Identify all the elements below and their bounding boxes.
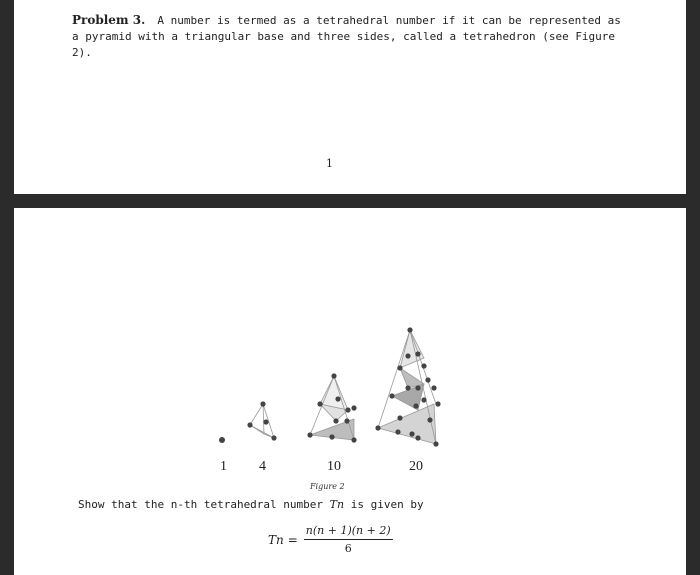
- problem-statement: [72, 12, 632, 61]
- tetra-4: [250, 404, 274, 438]
- show-math: Tn: [329, 498, 345, 511]
- formula: [268, 524, 393, 555]
- formula-denominator: 6: [344, 542, 352, 555]
- figure-label: 20: [409, 459, 423, 474]
- show-text-before: Show that the n-th tetrahedral number: [78, 498, 324, 511]
- fraction-bar: [304, 539, 393, 540]
- tetra-4-dots: [247, 401, 276, 440]
- figure-label: 10: [327, 459, 341, 474]
- formula-numerator: n(n + 1)(n + 2): [305, 524, 391, 537]
- formula-fraction: [304, 524, 393, 555]
- figure-label: 1: [220, 459, 227, 474]
- formula-lhs: Tn: [268, 532, 284, 547]
- page-2: [14, 208, 686, 575]
- tetra-1-dot: [219, 437, 225, 443]
- problem-label: Problem 3.: [72, 13, 146, 27]
- page-number: 1: [326, 157, 333, 170]
- page-1: [14, 0, 686, 194]
- show-text-after: is given by: [350, 498, 424, 511]
- show-statement: [78, 498, 424, 511]
- figure-caption: Figure 2: [310, 482, 345, 491]
- problem-text: A number is termed as a tetrahedral number if it can be represented as a pyramid with a triangular base and three sides, called a tetrahedron (see Figure 2).: [72, 14, 621, 59]
- tetrahedral-figure: [14, 208, 686, 488]
- figure-label: 4: [259, 459, 266, 474]
- formula-equals: =: [287, 532, 298, 547]
